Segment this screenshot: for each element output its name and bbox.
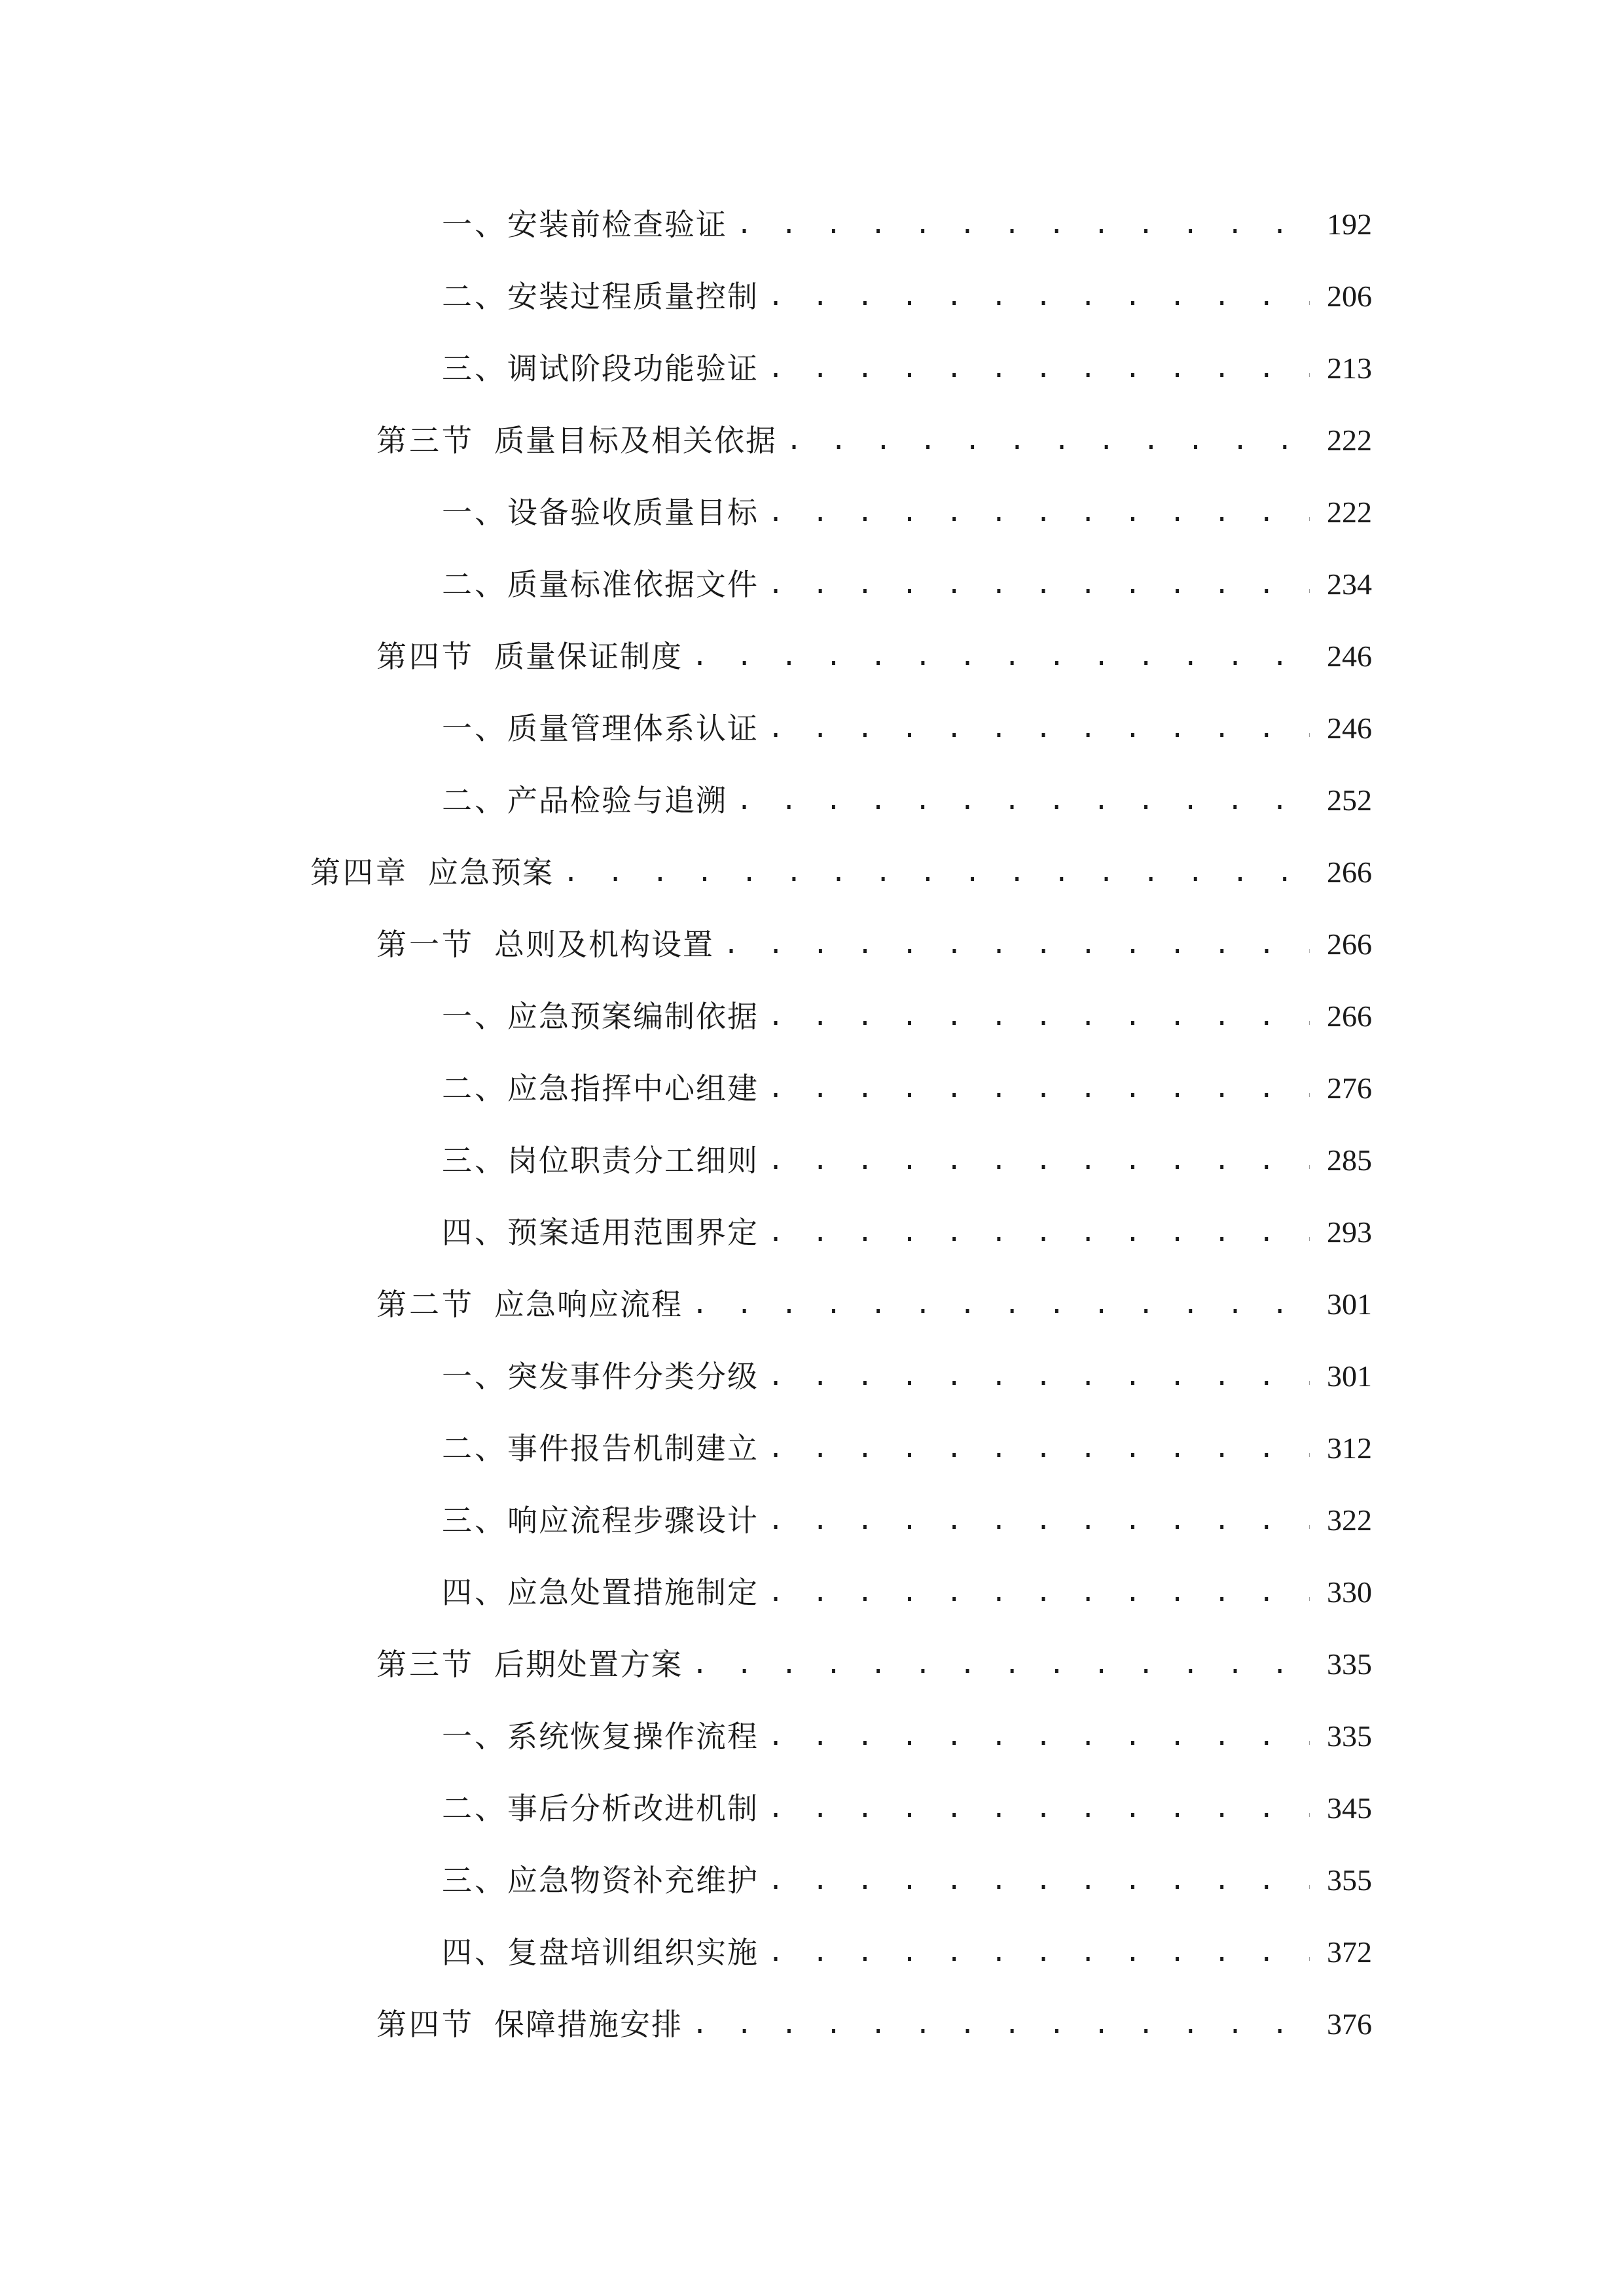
dot-leader [736, 787, 1310, 814]
toc-entry-page: 376 [1327, 2007, 1372, 2041]
dot-leader [768, 1795, 1310, 1821]
toc-entry[interactable] [0, 332, 1624, 404]
toc-entry-page: 335 [1327, 1647, 1372, 1681]
toc-entry-title: 应急预案编制依据 [507, 999, 759, 1034]
toc-entry-title: 总则及机构设置 [494, 927, 714, 962]
toc-entry[interactable] [0, 764, 1624, 836]
toc-section-entry[interactable] [0, 404, 1624, 476]
toc-entry-number: 四、 [442, 1215, 507, 1250]
toc-entry-title: 质量目标及相关依据 [494, 423, 777, 458]
toc-entry[interactable] [0, 476, 1624, 548]
toc-entry-number: 一、 [442, 207, 507, 242]
toc-entry-page: 246 [1327, 639, 1372, 673]
toc-section-entry[interactable] [0, 1628, 1624, 1700]
toc-entry-title: 后期处置方案 [494, 1647, 683, 1682]
toc-entry-number: 一、 [442, 1359, 507, 1394]
toc-entry-number: 第四节 [376, 2007, 475, 2042]
toc-entry[interactable] [0, 980, 1624, 1052]
toc-entry-page: 252 [1327, 783, 1372, 817]
toc-entry-title: 产品检验与追溯 [507, 783, 727, 818]
toc-entry-page: 266 [1327, 927, 1372, 961]
toc-entry[interactable] [0, 1844, 1624, 1916]
toc-entry-number: 一、 [442, 495, 507, 530]
toc-entry-page: 312 [1327, 1431, 1372, 1465]
toc-entry[interactable] [0, 260, 1624, 332]
toc-entry-number: 三、 [442, 1143, 507, 1178]
toc-entry-title: 质量管理体系认证 [507, 711, 759, 746]
dot-leader [692, 643, 1310, 670]
dot-leader [768, 1363, 1310, 1390]
dot-leader [768, 1435, 1310, 1462]
toc-entry-number: 第四节 [376, 639, 475, 674]
toc-entry-title: 应急处置措施制定 [507, 1575, 759, 1610]
dot-leader [692, 2011, 1310, 2037]
toc-entry-page: 213 [1327, 351, 1372, 385]
toc-entry-page: 266 [1327, 855, 1372, 889]
toc-entry-page: 301 [1327, 1359, 1372, 1393]
toc-entry-title: 复盘培训组织实施 [507, 1935, 759, 1970]
toc-entry[interactable] [0, 1916, 1624, 1988]
toc-entry-title: 安装前检查验证 [507, 207, 727, 242]
toc-entry-number: 二、 [442, 1431, 507, 1466]
toc-chapter-entry[interactable] [0, 836, 1624, 908]
toc-entry-title: 保障措施安排 [494, 2007, 683, 2042]
toc-entry-number: 三、 [442, 1503, 507, 1538]
toc-entry-title: 应急指挥中心组建 [507, 1071, 759, 1106]
toc-entry-page: 206 [1327, 279, 1372, 313]
toc-entry-page: 276 [1327, 1071, 1372, 1105]
dot-leader [786, 427, 1310, 454]
toc-entry-title: 应急物资补充维护 [507, 1863, 759, 1898]
toc-entry[interactable] [0, 188, 1624, 260]
toc-entry[interactable] [0, 1412, 1624, 1484]
toc-entry-page: 246 [1327, 711, 1372, 745]
toc-entry-page: 355 [1327, 1863, 1372, 1897]
dot-leader [768, 1939, 1310, 1965]
table-of-contents [0, 188, 1624, 2060]
toc-entry-page: 285 [1327, 1143, 1372, 1177]
dot-leader [563, 859, 1310, 886]
toc-entry-title: 响应流程步骤设计 [507, 1503, 759, 1538]
dot-leader [768, 1219, 1310, 1246]
toc-entry-number: 第一节 [376, 927, 475, 962]
dot-leader [692, 1651, 1310, 1677]
toc-entry-number: 四、 [442, 1575, 507, 1610]
toc-entry-title: 突发事件分类分级 [507, 1359, 759, 1394]
toc-entry-page: 222 [1327, 423, 1372, 457]
toc-entry-number: 三、 [442, 1863, 507, 1898]
toc-entry[interactable] [0, 1052, 1624, 1124]
dot-leader [692, 1291, 1310, 1318]
toc-entry-page: 335 [1327, 1719, 1372, 1753]
toc-entry-title: 安装过程质量控制 [507, 279, 759, 314]
toc-entry-number: 一、 [442, 1719, 507, 1754]
toc-entry-title: 调试阶段功能验证 [507, 351, 759, 386]
toc-entry-number: 二、 [442, 1071, 507, 1106]
dot-leader [768, 1579, 1310, 1605]
toc-entry[interactable] [0, 1700, 1624, 1772]
toc-entry-page: 293 [1327, 1215, 1372, 1249]
dot-leader [768, 1003, 1310, 1030]
toc-entry[interactable] [0, 692, 1624, 764]
toc-entry[interactable] [0, 1556, 1624, 1628]
dot-leader [723, 931, 1310, 958]
dot-leader [768, 1867, 1310, 1893]
toc-entry-number: 二、 [442, 1791, 507, 1826]
dot-leader [768, 499, 1310, 526]
toc-entry-page: 322 [1327, 1503, 1372, 1537]
toc-entry[interactable] [0, 1484, 1624, 1556]
toc-entry-title: 质量保证制度 [494, 639, 683, 674]
toc-entry-number: 二、 [442, 783, 507, 818]
toc-entry-page: 330 [1327, 1575, 1372, 1609]
dot-leader [768, 283, 1310, 310]
toc-entry-title: 岗位职责分工细则 [507, 1143, 759, 1178]
toc-entry-page: 345 [1327, 1791, 1372, 1825]
toc-entry-number: 三、 [442, 351, 507, 386]
toc-entry-number: 第三节 [376, 1647, 475, 1682]
dot-leader [768, 355, 1310, 382]
toc-entry-title: 事后分析改进机制 [507, 1791, 759, 1826]
toc-entry-page: 234 [1327, 567, 1372, 601]
toc-section-entry[interactable] [0, 620, 1624, 692]
toc-entry[interactable] [0, 548, 1624, 620]
toc-entry-number: 四、 [442, 1935, 507, 1970]
toc-entry-number: 第二节 [376, 1287, 475, 1322]
toc-entry-page: 192 [1327, 207, 1372, 241]
toc-section-entry[interactable] [0, 1988, 1624, 2060]
toc-entry-page: 266 [1327, 999, 1372, 1033]
toc-entry-title: 设备验收质量目标 [507, 495, 759, 530]
toc-entry[interactable] [0, 1340, 1624, 1412]
dot-leader [768, 715, 1310, 742]
dot-leader [736, 211, 1310, 238]
toc-entry-number: 二、 [442, 279, 507, 314]
toc-entry[interactable] [0, 1196, 1624, 1268]
dot-leader [768, 1507, 1310, 1534]
dot-leader [768, 1147, 1310, 1174]
toc-entry-number: 第四章 [310, 855, 408, 890]
toc-entry-title: 应急响应流程 [494, 1287, 683, 1322]
toc-entry-title: 事件报告机制建立 [507, 1431, 759, 1466]
dot-leader [768, 571, 1310, 598]
toc-entry-page: 301 [1327, 1287, 1372, 1321]
toc-entry-title: 应急预案 [428, 855, 554, 890]
toc-section-entry[interactable] [0, 1268, 1624, 1340]
toc-entry-page: 222 [1327, 495, 1372, 529]
toc-entry-page: 372 [1327, 1935, 1372, 1969]
toc-entry-number: 二、 [442, 567, 507, 602]
dot-leader [768, 1075, 1310, 1102]
toc-entry-number: 第三节 [376, 423, 475, 458]
toc-section-entry[interactable] [0, 908, 1624, 980]
toc-entry-title: 系统恢复操作流程 [507, 1719, 759, 1754]
dot-leader [768, 1723, 1310, 1749]
toc-entry[interactable] [0, 1124, 1624, 1196]
toc-entry-title: 质量标准依据文件 [507, 567, 759, 602]
toc-entry[interactable] [0, 1772, 1624, 1844]
toc-entry-title: 预案适用范围界定 [507, 1215, 759, 1250]
toc-entry-number: 一、 [442, 999, 507, 1034]
toc-entry-number: 一、 [442, 711, 507, 746]
